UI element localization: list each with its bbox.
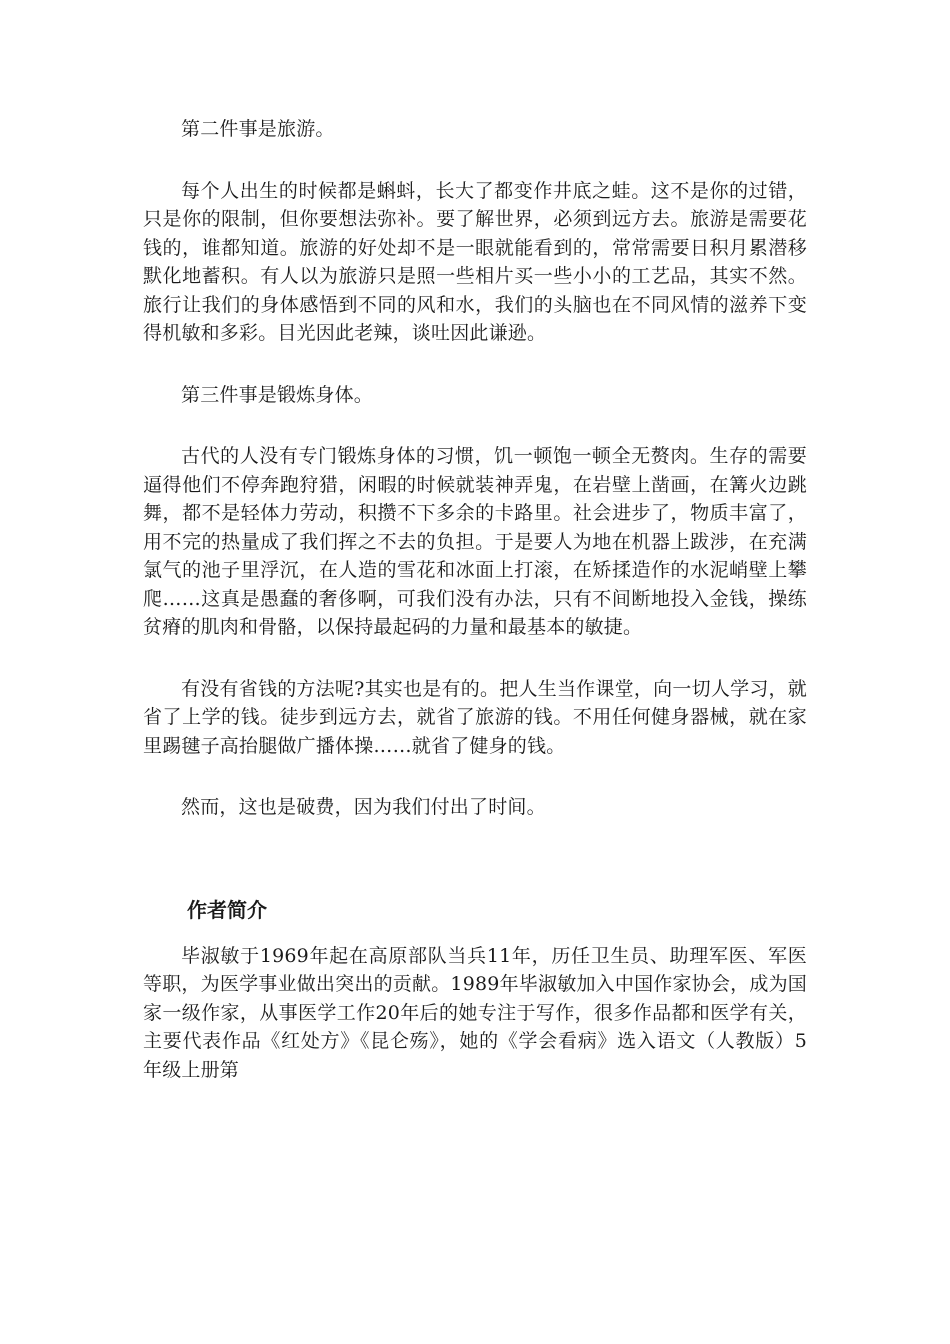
document-body	[143, 115, 807, 1084]
author-bio: 毕淑敏于1969年起在高原部队当兵11年，历任卫生员、助理军医、军医等职，为医学事业做出突出的贡献。1989年毕淑敏加入中国作家协会，成为国家一级作家，从事医学工作20年后的她专注于写作，很多作品都和医学有关，主要代表作品《红处方》《昆仑殇》，她的《学会看病》选入语文（人教版）5年级上册第	[143, 944, 807, 1081]
paragraph-conclusion: 然而，这也是破费，因为我们付出了时间。	[181, 796, 546, 818]
paragraph-exercise: 古代的人没有专门锻炼身体的习惯，饥一顿饱一顿全无赘肉。生存的需要逼得他们不停奔跑狩猎，闲暇的时候就装神弄鬼，在岩壁上凿画，在篝火边跳舞，都不是轻体力劳动，积攒不下多余的卡路里。社会进步了，物质丰富了，用不完的热量成了我们挥之不去的负担。于是要人为地在机器上跋涉，在充满氯气的池子里浮沉，在人造的雪花和冰面上打滚，在矫揉造作的水泥峭壁上攀爬……这真是愚蠢的奢侈啊，可我们没有办法，只有不间断地投入金钱，操练贫瘠的肌肉和骨骼，以保持最起码的力量和最基本的敏捷。	[143, 445, 807, 638]
paragraph-third-thing: 第三件事是锻炼身体。	[181, 383, 374, 406]
paragraph-save-money: 有没有省钱的方法呢?其实也是有的。把人生当作课堂，向一切人学习，就省了上学的钱。徒步到远方去，就省了旅游的钱。不用任何健身器械，就在家里踢毽子高抬腿做广播体操……就省了健身的钱。	[143, 677, 807, 757]
paragraph-travel: 每个人出生的时候都是蝌蚪，长大了都变作井底之蛙。这不是你的过错，只是你的限制，但你要想法弥补。要了解世界，必须到远方去。旅游是需要花钱的，谁都知道。旅游的好处却不是一眼就能看到的，常常需要日积月累潜移默化地蓄积。有人以为旅游只是照一些相片买一些小小的工艺品，其实不然。旅行让我们的身体感悟到不同的风和水，我们的头脑也在不同风情的滋养下变得机敏和多彩。目光因此老辣，谈吐因此谦逊。	[143, 179, 807, 344]
paragraph-second-thing: 第二件事是旅游。	[181, 118, 335, 140]
author-heading: 作者简介	[187, 897, 267, 922]
